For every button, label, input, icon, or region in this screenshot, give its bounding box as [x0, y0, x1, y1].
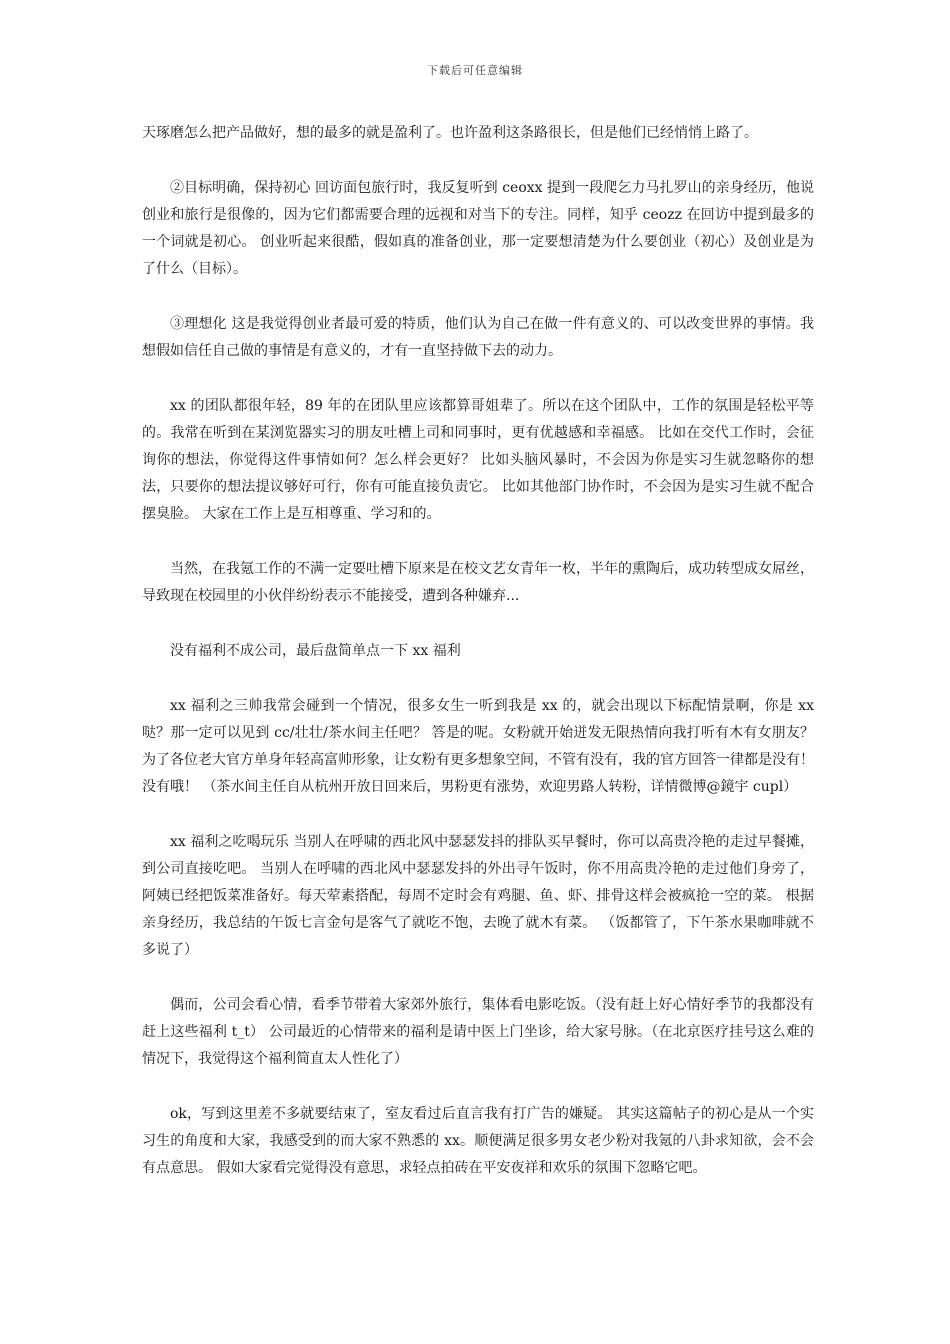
paragraph-goal-clear: ②目标明确，保持初心 回访面包旅行时，我反复听到 ceoxx 提到一段爬乞力马扎罗山的亲身经历，他说创业和旅行是很像的，因为它们都需要合理的远视和对当下的专注。同样，知乎 ceozz 在回访中提到最多的一个词就是初心。 创业听起来很酷，假如真的准备创业，那一定要想清楚为什么要创业（初心）及创业是为了什么（目标）。 — [142, 180, 814, 277]
paragraph-complaint: 当然，在我氪工作的不满一定要吐槽下原来是在校文艺女青年一枚，半年的熏陶后，成功转型成女屌丝，导致现在校园里的小伙伴纷纷表示不能接受，遭到各种嫌弃... — [142, 561, 814, 604]
paragraph-welfare-travel: 偶而，公司会看心情，看季节带着大家郊外旅行，集体看电影吃饭。（没有赶上好心情好季节的我都没有赶上这些福利 t_t） 公司最近的心情带来的福利是请中医上门坐诊，给大家号脉。（在北京医疗挂号这么难的情况下，我觉得这个福利简直太人性化了） — [142, 997, 814, 1067]
paragraph-continuation: 天琢磨怎么把产品做好，想的最多的就是盈利了。也许盈利这条路很长，但是他们已经悄悄上路了。 — [142, 125, 758, 141]
page-header: 下载后可任意编辑 — [427, 64, 523, 77]
paragraph-welfare-intro: 没有福利不成公司，最后盘简单点一下 xx 福利 — [170, 643, 461, 659]
document-body — [142, 120, 814, 1210]
paragraph-closing: ok，写到这里差不多就要结束了，室友看过后直言我有打广告的嫌疑。 其实这篇帖子的初心是从一个实习生的角度和大家，我感受到的而大家不熟悉的 xx。顺便满足很多男女老少粉对我氪的八卦求知欲，会不会有点意思。 假如大家看完觉得没有意思，求轻点拍砖在平安夜祥和欢乐的氛围下忽略它吧。 — [142, 1106, 814, 1176]
paragraph-idealism: ③理想化 这是我觉得创业者最可爱的特质，他们认为自己在做一件有意义的、可以改变世界的事情。我想假如信任自己做的事情是有意义的，才有一直坚持做下去的动力。 — [142, 316, 814, 359]
paragraph-welfare-food: xx 福利之吃喝玩乐 当别人在呼啸的西北风中瑟瑟发抖的排队买早餐时，你可以高贵冷艳的走过早餐摊，到公司直接吃吧。 当别人在呼啸的西北风中瑟瑟发抖的外出寻午饭时，你不用高贵冷艳的走过他们身旁了，阿姨已经把饭菜准备好。每天荤素搭配，每周不定时会有鸡腿、鱼、虾、排骨这样会被疯抢一空的菜。 根据亲身经历，我总结的午饭七言金句是客气了就吃不饱，去晚了就木有菜。 （饭都管了，下午茶水果咖啡就不多说了） — [142, 834, 814, 958]
paragraph-team: xx 的团队都很年轻，89 年的在团队里应该都算哥姐辈了。所以在这个团队中，工作的氛围是轻松平等的。我常在听到在某浏览器实习的朋友吐槽上司和同事时，更有优越感和幸福感。 比如在交代工作时，会征询你的想法，你觉得这件事情如何？怎么样会更好？ 比如头脑风暴时，不会因为你是实习生就忽略你的想法，只要你的想法提议够好可行，你有可能直接负责它。 比如其他部门协作时，不会因为是实习生就不配合摆臭脸。 大家在工作上是互相尊重、学习和的。 — [142, 398, 814, 522]
paragraph-welfare-handsome: xx 福利之三帅我常会碰到一个情况，很多女生一听到我是 xx 的，就会出现以下标配情景啊，你是 xx 哒？那一定可以见到 cc/壮壮/茶水间主任吧？ 答是的呢。女粉就开始迸发无限热情向我打听有木有女朋友？ 为了各位老大官方单身年轻高富帅形象，让女粉有更多想象空间，不管有没有，我的官方回答一律都是没有！没有哦！ （茶水间主任自从杭州开放日回来后，男粉更有涨势，欢迎男路人转粉，详情微博@鏡宇 cupl） — [142, 698, 814, 795]
